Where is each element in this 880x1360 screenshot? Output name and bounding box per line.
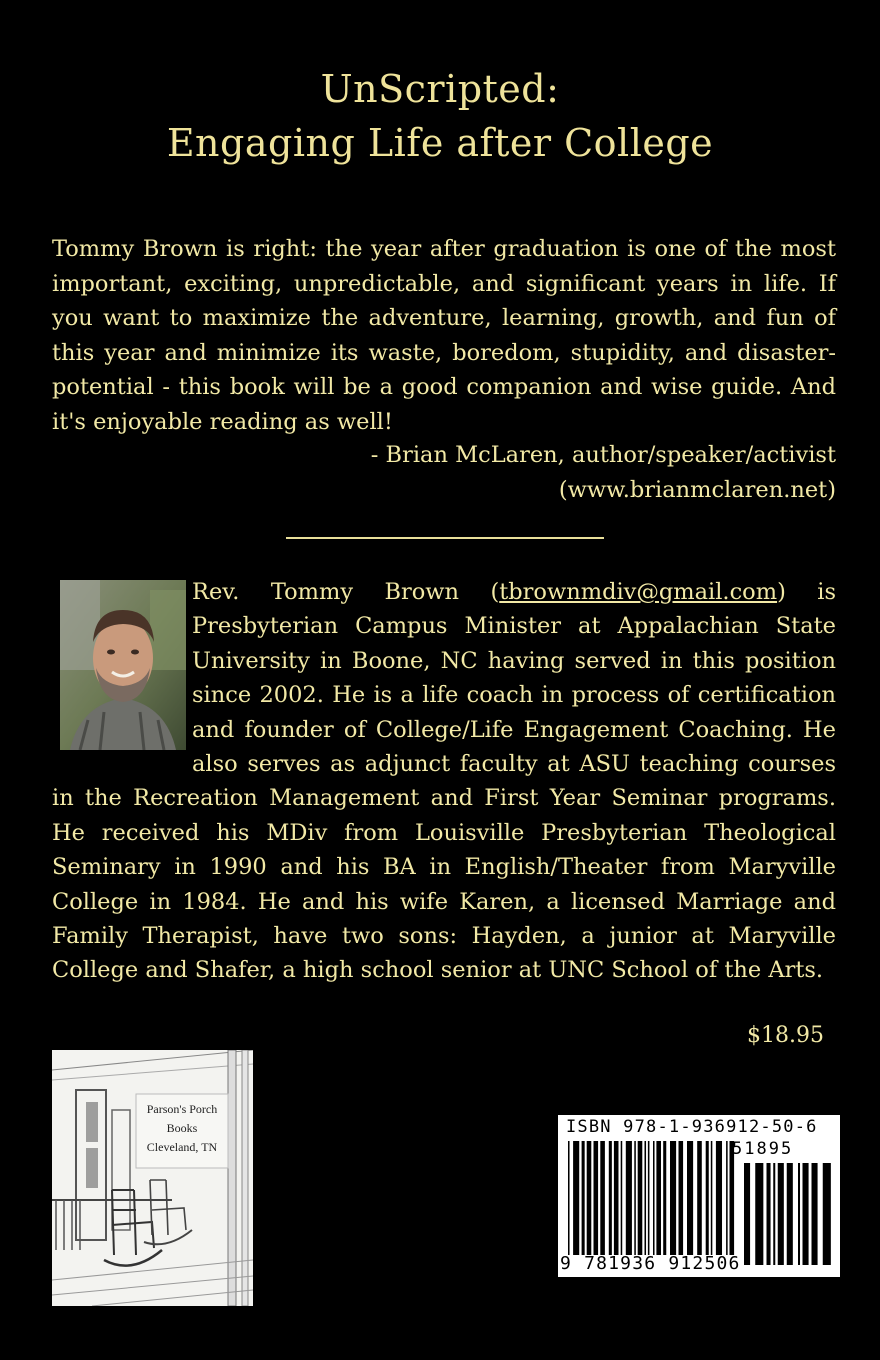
title-line-2: Engaging Life after College: [166, 121, 714, 165]
endorsement-quote: Tommy Brown is right: the year after graduation is one of the most important, exciting, unpredictable, and significant years in life. If you want to maximize the adventure, learning, growth, and fun of this year and minimize its waste, boredom, stupidity, and disaster-potential - this book will be a good companion and wise guide. And it's enjoyable reading as well!: [52, 236, 836, 435]
barcode-bar: [638, 1141, 643, 1255]
attribution-website: (www.brianmclaren.net): [558, 476, 836, 503]
bio-body: ) is Presbyterian Campus Minister at Appalachian State University in Boone, NC having served in this position since 2002. He is a life coach in process of certification and founder of College/Life Engagement Coaching. He also serves as adjunct faculty at ASU teaching courses in the Recreation Management and First Year Seminar programs. He received his MDiv from Louisville Presbyterian Theological Seminary in 1990 and his BA in English/Theater from Maryville College in 1984. He and his wife Karen, a licensed Marriage and Family Therapist, have two sons: Hayden, a junior at Maryville College and Shafer, a high school senior at UNC School of the Arts.: [52, 579, 836, 984]
barcode-bar: [600, 1141, 605, 1255]
publisher-line-3: Cleveland, TN: [146, 1140, 218, 1154]
ean-digits: 9 781936 912506: [560, 1253, 741, 1274]
barcode-bar: [679, 1141, 684, 1255]
barcode-bar: [626, 1141, 632, 1255]
barcode-bar: [568, 1141, 570, 1255]
barcode-bar: [594, 1141, 599, 1255]
barcode-bar: [582, 1141, 585, 1255]
barcode-bar: [573, 1141, 579, 1255]
isbn-barcode: [558, 1115, 840, 1277]
publisher-line-2: Books: [166, 1121, 198, 1135]
author-photo: [60, 580, 186, 750]
title-line-1: UnScripted:: [320, 67, 560, 111]
barcode-bar: [716, 1141, 722, 1255]
barcode-bar: [656, 1141, 661, 1255]
price-addon-code: 51895: [732, 1139, 794, 1159]
bio-prefix: Rev. Tommy Brown (: [192, 579, 500, 605]
barcode-bar: [663, 1141, 666, 1255]
isbn-label: ISBN 978-1-936912-50-6: [566, 1117, 818, 1137]
barcode-bar: [648, 1141, 650, 1255]
section-divider: [286, 537, 604, 539]
author-email-link[interactable]: tbrownmdiv@gmail.com: [499, 579, 778, 605]
endorsement-attribution: [371, 438, 836, 507]
barcode-bar: [778, 1163, 784, 1265]
barcode-bar: [645, 1141, 647, 1255]
barcode-bar: [803, 1163, 809, 1265]
barcode-bar: [697, 1141, 702, 1255]
barcode-bar: [823, 1163, 831, 1265]
barcode-bar: [687, 1141, 693, 1255]
barcode-bar: [798, 1163, 800, 1265]
barcode-bar: [767, 1163, 771, 1265]
barcode-bar: [614, 1141, 619, 1255]
barcode-bar: [711, 1141, 713, 1255]
attribution-name: - Brian McLaren, author/speaker/activist: [370, 442, 836, 468]
barcode-bar: [812, 1163, 818, 1265]
barcode-bar: [621, 1141, 623, 1255]
barcode-bar: [609, 1141, 612, 1255]
barcode-bar: [744, 1163, 750, 1265]
barcode-bar: [587, 1141, 592, 1255]
publisher-name: [138, 1100, 226, 1157]
barcode-bar: [634, 1141, 636, 1255]
price-tag: $18.95: [747, 1023, 824, 1048]
book-title: [0, 62, 880, 170]
barcode-bar: [773, 1163, 775, 1265]
barcode-bar: [706, 1141, 709, 1255]
barcode-bar: [653, 1141, 655, 1255]
barcode-bar: [726, 1141, 728, 1255]
barcode-bar: [787, 1163, 793, 1265]
barcode-bar: [670, 1141, 676, 1255]
barcode-bar: [755, 1163, 763, 1265]
publisher-line-1: Parson's Porch: [146, 1102, 218, 1116]
publisher-logo: [52, 1050, 253, 1306]
